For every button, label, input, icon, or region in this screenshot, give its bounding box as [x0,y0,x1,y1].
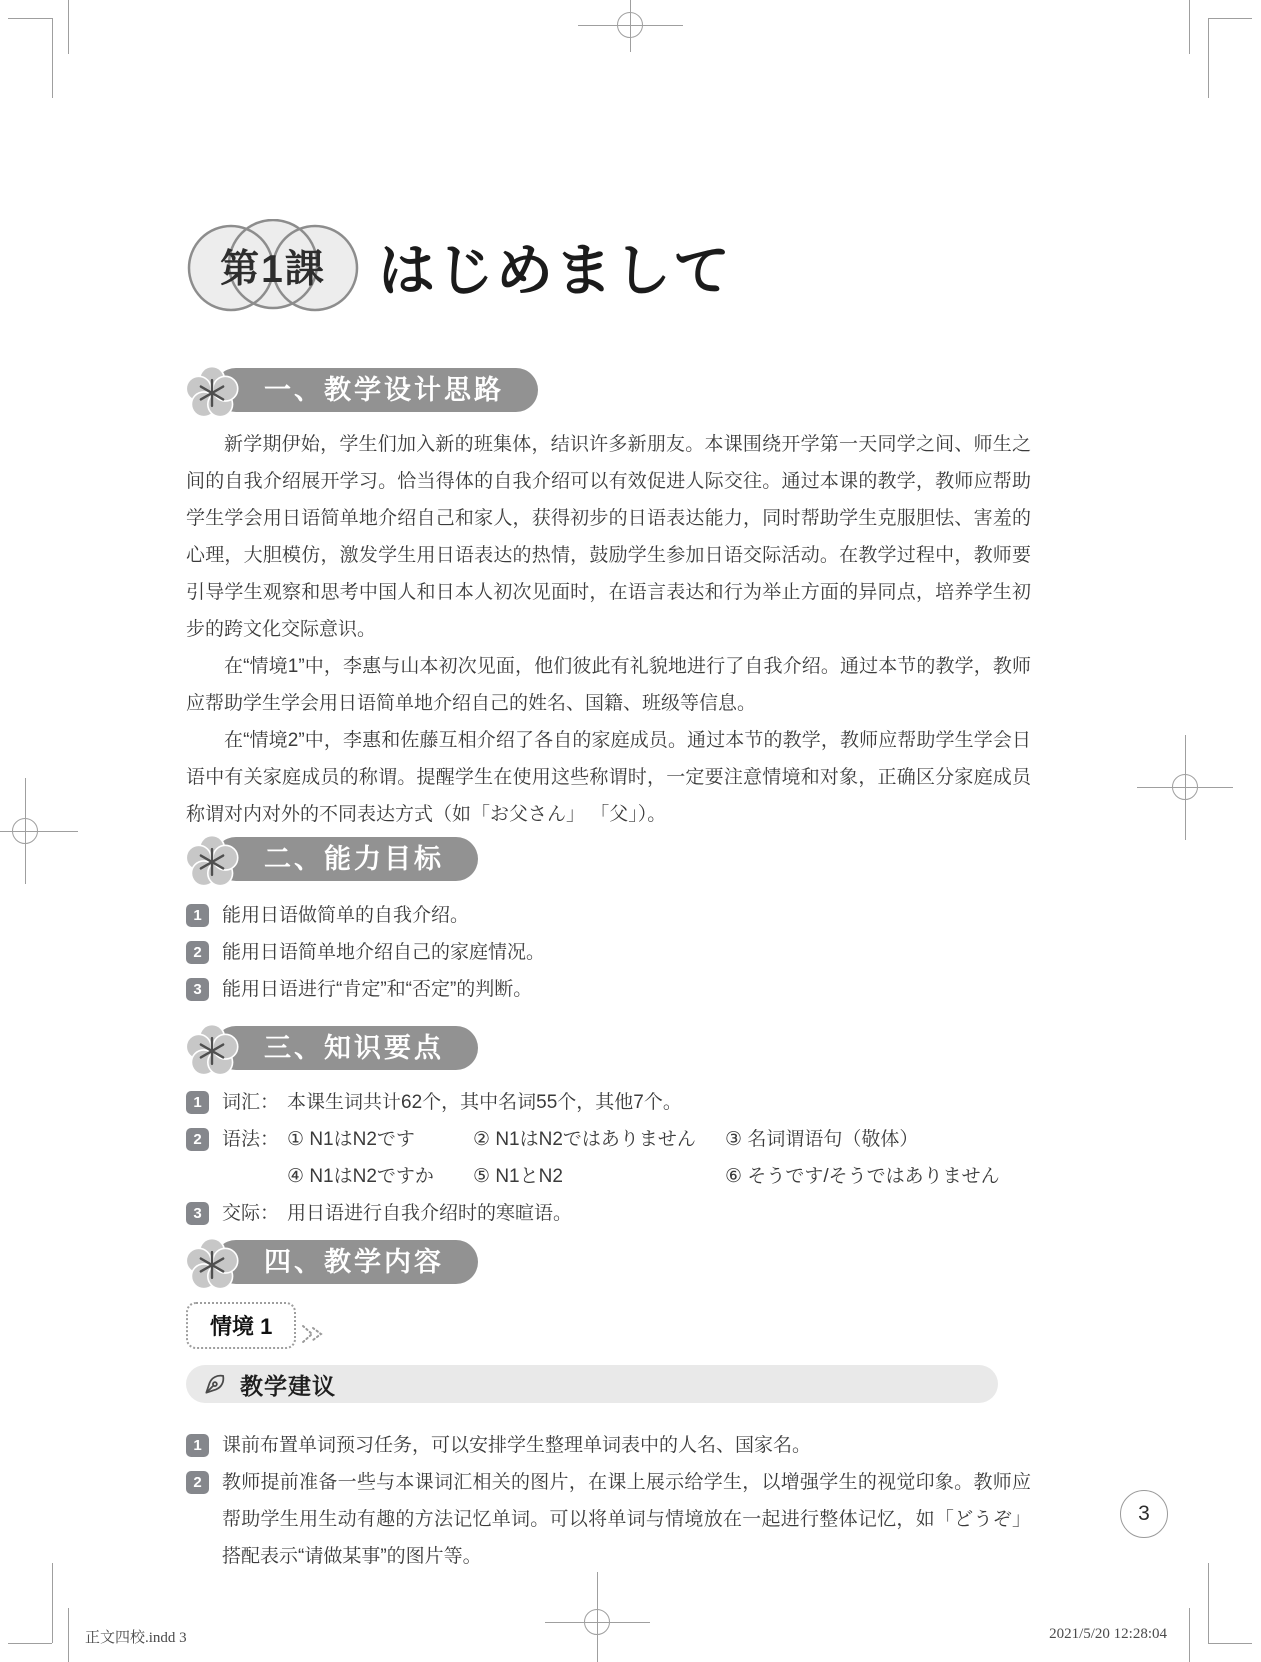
list-item [186,971,1031,1008]
grammar-point: ⑤ N1とN2 [473,1166,563,1187]
registration-circle-icon [584,1609,610,1635]
lesson-title: はじめまして [378,239,732,303]
grammar-grid [287,1121,1031,1195]
list-item [186,1121,1031,1195]
section1-body [186,426,1031,833]
list-item [186,1427,1031,1464]
item-number-badge: 1 [186,1091,209,1114]
footer-timestamp: 2021/5/20 12:28:04 [1049,1626,1167,1642]
section3-header [214,1026,1031,1072]
item-text: 用日语进行自我介绍时的寒暄语。 [287,1203,573,1224]
grammar-point: ④ N1はN2ですか [287,1166,434,1187]
footer-filename: 正文四校.indd 3 [85,1630,187,1646]
list-item [186,934,1031,971]
page-number: 3 [1138,1502,1150,1525]
section2-items [186,897,1031,1008]
paragraph: 在“情境2”中，李惠和佐藤互相介绍了各自的家庭成员。通过本节的教学，教师应帮助学生学会日语中有关家庭成员的称谓。提醒学生在使用这些称谓时，一定要注意情境和对象，正确区分家庭成员称谓对内对外的不同表达方式（如「お父さん」 「父」）。 [186,730,1031,825]
item-number-badge: 2 [186,1471,209,1494]
grammar-point: ① N1はN2です [287,1129,415,1150]
section2-header [214,837,1031,883]
item-text: 能用日语做简单的自我介绍。 [222,905,470,926]
item-number-badge: 2 [186,941,209,964]
grammar-point: ③ 名词谓语句（敬体） [725,1129,919,1150]
item-number-badge: 1 [186,904,209,927]
flower-icon [184,1023,240,1079]
item-label: 语法： [222,1129,280,1150]
section4-items [186,1427,1031,1575]
item-text: 教师提前准备一些与本课词汇相关的图片，在课上展示给学生，以增强学生的视觉印象。教师应帮助学生用生动有趣的方法记忆单词。可以将单词与情境放在一起进行整体记忆，如「どうぞ」搭配表示“请做某事”的图片等。 [222,1472,1031,1567]
lesson-number-bubble [186,219,360,313]
item-text: 本课生词共计62个，其中名词55个，其他7个。 [287,1092,682,1113]
lesson-header [186,218,1031,314]
section3-items [186,1084,1031,1232]
flower-icon [184,365,240,421]
flower-icon [184,834,240,890]
grammar-point: ⑥ そうです/そうではありません [725,1166,1000,1187]
item-text: 课前布置单词预习任务，可以安排学生整理单词表中的人名、国家名。 [222,1435,812,1456]
item-text: 能用日语简单地介绍自己的家庭情况。 [222,942,546,963]
section4-heading: 四、教学内容 [214,1240,478,1284]
section1-heading: 一、教学设计思路 [214,368,538,412]
registration-circle-icon [1172,774,1198,800]
lesson-number: 第1課 [220,248,326,291]
list-item [186,1084,1031,1121]
main-content [186,0,1031,1575]
pen-nib-icon [202,1371,228,1397]
dotted-arrow-icon [300,1323,330,1347]
section2-heading: 二、能力目标 [214,837,478,881]
item-number-badge: 3 [186,1202,209,1225]
item-number-badge: 2 [186,1128,209,1151]
section4-header [214,1240,1031,1286]
list-item [186,897,1031,934]
scenario-label: 情境 1 [186,1302,296,1349]
list-item [186,1464,1031,1575]
item-label: 交际： [222,1203,280,1224]
advice-bar [186,1365,998,1403]
paragraph: 在“情境1”中，李惠与山本初次见面，他们彼此有礼貌地进行了自我介绍。通过本节的教学，教师应帮助学生学会用日语简单地介绍自己的姓名、国籍、班级等信息。 [186,656,1031,714]
item-label: 词汇： [222,1092,280,1113]
advice-bar-label: 教学建议 [240,1372,336,1399]
list-item [186,1195,1031,1232]
registration-circle-icon [12,818,38,844]
page-number-badge [1120,1490,1168,1538]
flower-icon [184,1237,240,1293]
section1-header [214,368,1031,414]
item-number-badge: 3 [186,978,209,1001]
item-text: 能用日语进行“肯定”和“否定”的判断。 [222,979,533,1000]
item-number-badge: 1 [186,1434,209,1457]
section3-heading: 三、知识要点 [214,1026,478,1070]
grammar-point: ② N1はN2ではありません [473,1129,696,1150]
scenario-row [186,1302,1031,1349]
paragraph: 新学期伊始，学生们加入新的班集体，结识许多新朋友。本课围绕开学第一天同学之间、师生之间的自我介绍展开学习。恰当得体的自我介绍可以有效促进人际交往。通过本课的教学，教师应帮助学生学会用日语简单地介绍自己和家人，获得初步的日语表达能力，同时帮助学生克服胆怯、害羞的心理，大胆模仿，激发学生用日语表达的热情，鼓励学生参加日语交际活动。在教学过程中，教师要引导学生观察和思考中国人和日本人初次见面时，在语言表达和行为举止方面的异同点，培养学生初步的跨文化交际意识。 [186,434,1031,640]
